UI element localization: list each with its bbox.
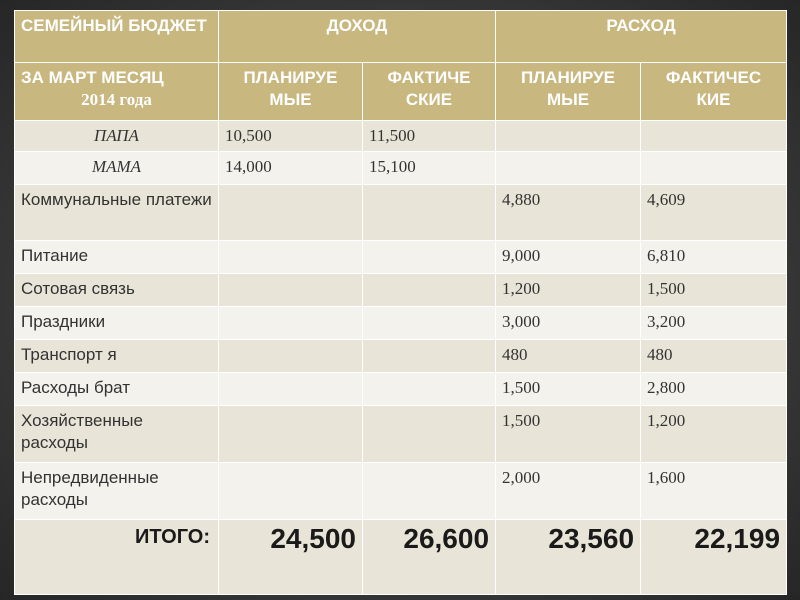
total-row [15,520,787,595]
income-planned-cell: 14,000 [219,152,363,185]
income-planned-cell: 10,500 [219,121,363,152]
income-actual-cell [363,463,496,520]
expense-actual-cell: 4,609 [641,185,787,241]
income-actual-cell [363,241,496,274]
expense-actual-cell: 2,800 [641,373,787,406]
table-row [15,373,787,406]
table-row [15,340,787,373]
expense-planned-cell: 1,200 [496,274,641,307]
expense-planned-cell [496,121,641,152]
expense-actual-cell: 1,600 [641,463,787,520]
total-income-planned: 24,500 [219,520,363,595]
budget-table [14,10,787,595]
income-actual-cell: 11,500 [363,121,496,152]
income-actual-cell [363,340,496,373]
income-actual-cell [363,406,496,463]
table-row [15,307,787,340]
income-planned-cell [219,373,363,406]
income-header: ДОХОД [219,11,496,63]
expense-planned-cell: 3,000 [496,307,641,340]
income-actual-cell [363,307,496,340]
expense-planned-cell: 9,000 [496,241,641,274]
header-row-2 [15,63,787,121]
expense-actual-cell [641,152,787,185]
income-planned-cell [219,406,363,463]
income-actual-cell [363,373,496,406]
table-row [15,121,787,152]
header-row-1 [15,11,787,63]
expense-actual-cell: 1,500 [641,274,787,307]
row-name: Сотовая связь [15,274,219,307]
income-planned-cell [219,463,363,520]
family-budget-header: СЕМЕЙНЫЙ БЮДЖЕТ [15,11,219,63]
income-planned-cell [219,241,363,274]
table-row [15,463,787,520]
income-planned-cell [219,340,363,373]
planned-income-header: ПЛАНИРУЕ МЫЕ [219,63,363,121]
row-name: Расходы брат [15,373,219,406]
row-name: Питание [15,241,219,274]
expense-planned-cell: 4,880 [496,185,641,241]
expense-planned-cell: 1,500 [496,406,641,463]
total-income-actual: 26,600 [363,520,496,595]
total-label: ИТОГО: [15,520,219,595]
income-planned-cell [219,185,363,241]
expense-actual-cell: 3,200 [641,307,787,340]
period-line2: 2014 года [81,90,152,109]
expense-actual-cell [641,121,787,152]
row-name: Праздники [15,307,219,340]
expense-planned-cell [496,152,641,185]
period-line1: ЗА МАРТ МЕСЯЦ [21,68,164,87]
period-header [15,63,219,121]
row-name: ПАПА [15,121,219,152]
budget-slide [14,10,786,586]
income-actual-cell: 15,100 [363,152,496,185]
total-expense-planned: 23,560 [496,520,641,595]
expense-actual-cell: 6,810 [641,241,787,274]
expense-actual-cell: 1,200 [641,406,787,463]
income-actual-cell [363,185,496,241]
row-name: Непредвиденные расходы [15,463,219,520]
row-name: Хозяйственные расходы [15,406,219,463]
income-planned-cell [219,274,363,307]
planned-expense-header: ПЛАНИРУЕ МЫЕ [496,63,641,121]
expense-actual-cell: 480 [641,340,787,373]
expense-header: РАСХОД [496,11,787,63]
table-row [15,152,787,185]
expense-planned-cell: 1,500 [496,373,641,406]
table-row [15,274,787,307]
row-name: МАМА [15,152,219,185]
table-row [15,241,787,274]
actual-income-header: ФАКТИЧЕ СКИЕ [363,63,496,121]
row-name: Транспорт я [15,340,219,373]
expense-planned-cell: 480 [496,340,641,373]
row-name: Коммунальные платежи [15,185,219,241]
expense-planned-cell: 2,000 [496,463,641,520]
income-planned-cell [219,307,363,340]
table-row [15,185,787,241]
actual-expense-header: ФАКТИЧЕС КИЕ [641,63,787,121]
total-expense-actual: 22,199 [641,520,787,595]
income-actual-cell [363,274,496,307]
table-row [15,406,787,463]
